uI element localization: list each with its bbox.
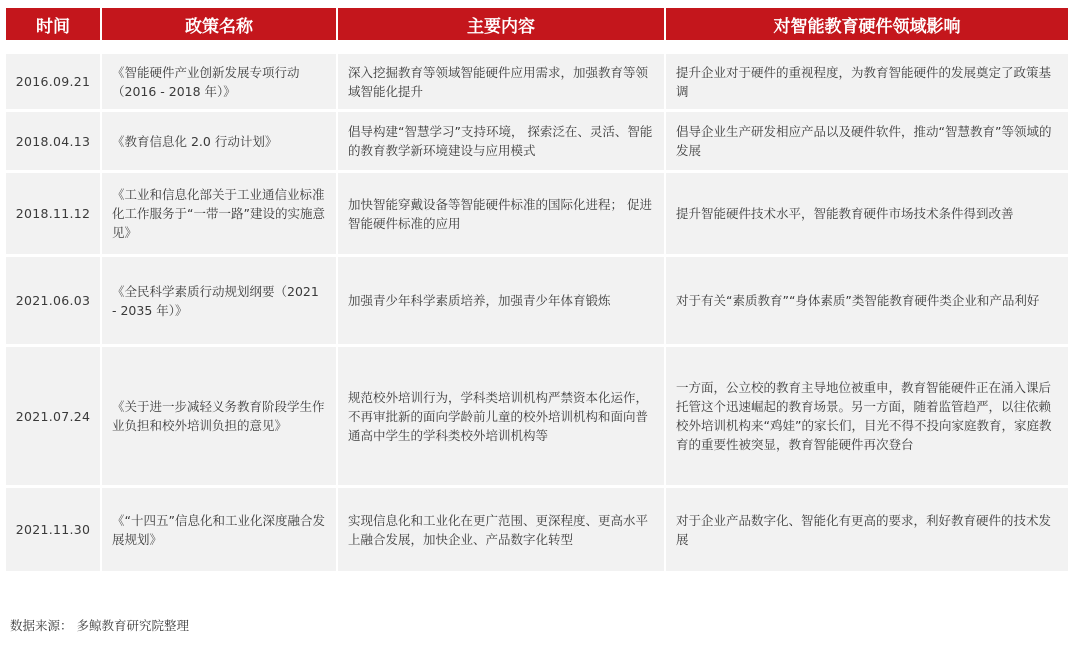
row-impact: 提升企业对于硬件的重视程度，为教育智能硬件的发展奠定了政策基调 xyxy=(666,40,1068,109)
row-impact: 一方面，公立校的教育主导地位被重申，教育智能硬件正在涌入课后托管这个迅速崛起的教育场景。另一方面，随着监管趋严，以往依赖校外培训机构来“鸡娃”的家长们，目光不得不投向家庭教育，家庭教育的重要性被突显，教育智能硬件再次登台 xyxy=(666,344,1068,485)
row-content: 规范校外培训行为，学科类培训机构严禁资本化运作，不再审批新的面向学龄前儿童的校外培训机构和面向普通高中学生的学科类校外培训机构等 xyxy=(338,344,666,485)
row-impact: 对于企业产品数字化、智能化有更高的要求，利好教育硬件的技术发展 xyxy=(666,485,1068,571)
row-policy: 《教育信息化 2.0 行动计划》 xyxy=(102,109,338,170)
row-content: 实现信息化和工业化在更广范围、更深程度、更高水平上融合发展，加快企业、产品数字化转型 xyxy=(338,485,666,571)
row-impact: 提升智能硬件技术水平，智能教育硬件市场技术条件得到改善 xyxy=(666,170,1068,254)
header-main-content: 主要内容 xyxy=(338,8,666,40)
table-row xyxy=(6,485,1068,571)
row-date: 2018.04.13 xyxy=(6,109,102,170)
table-row xyxy=(6,254,1068,344)
table-row xyxy=(6,344,1068,485)
row-impact: 倡导企业生产研发相应产品以及硬件软件，推动“智慧教育”等领域的发展 xyxy=(666,109,1068,170)
row-date: 2016.09.21 xyxy=(6,40,102,109)
policy-table xyxy=(6,8,1068,571)
header-policy-name: 政策名称 xyxy=(102,8,338,40)
row-content: 倡导构建“智慧学习”支持环境， 探索泛在、灵活、智能的教育教学新环境建设与应用模式 xyxy=(338,109,666,170)
table-row xyxy=(6,170,1068,254)
header-time: 时间 xyxy=(6,8,102,40)
header-impact: 对智能教育硬件领域影响 xyxy=(666,8,1068,40)
table-header-row xyxy=(6,8,1068,40)
row-date: 2021.06.03 xyxy=(6,254,102,344)
row-policy: 《关于进一步减轻义务教育阶段学生作业负担和校外培训负担的意见》 xyxy=(102,344,338,485)
row-date: 2018.11.12 xyxy=(6,170,102,254)
row-policy: 《全民科学素质行动规划纲要（2021 - 2035 年）》 xyxy=(102,254,338,344)
row-content: 加快智能穿戴设备等智能硬件标准的国际化进程； 促进智能硬件标准的应用 xyxy=(338,170,666,254)
row-policy: 《工业和信息化部关于工业通信业标准化工作服务于“一带一路”建设的实施意见》 xyxy=(102,170,338,254)
data-source-note: 数据来源： 多鲸教育研究院整理 xyxy=(10,618,189,633)
row-date: 2021.07.24 xyxy=(6,344,102,485)
row-policy: 《“十四五”信息化和工业化深度融合发展规划》 xyxy=(102,485,338,571)
policy-table-container xyxy=(6,8,1068,571)
table-row xyxy=(6,40,1068,109)
row-date: 2021.11.30 xyxy=(6,485,102,571)
row-content: 加强青少年科学素质培养，加强青少年体育锻炼 xyxy=(338,254,666,344)
table-row xyxy=(6,109,1068,170)
row-impact: 对于有关“素质教育”“身体素质”类智能教育硬件类企业和产品利好 xyxy=(666,254,1068,344)
row-policy: 《智能硬件产业创新发展专项行动（2016 - 2018 年）》 xyxy=(102,40,338,109)
row-content: 深入挖掘教育等领域智能硬件应用需求，加强教育等领域智能化提升 xyxy=(338,40,666,109)
